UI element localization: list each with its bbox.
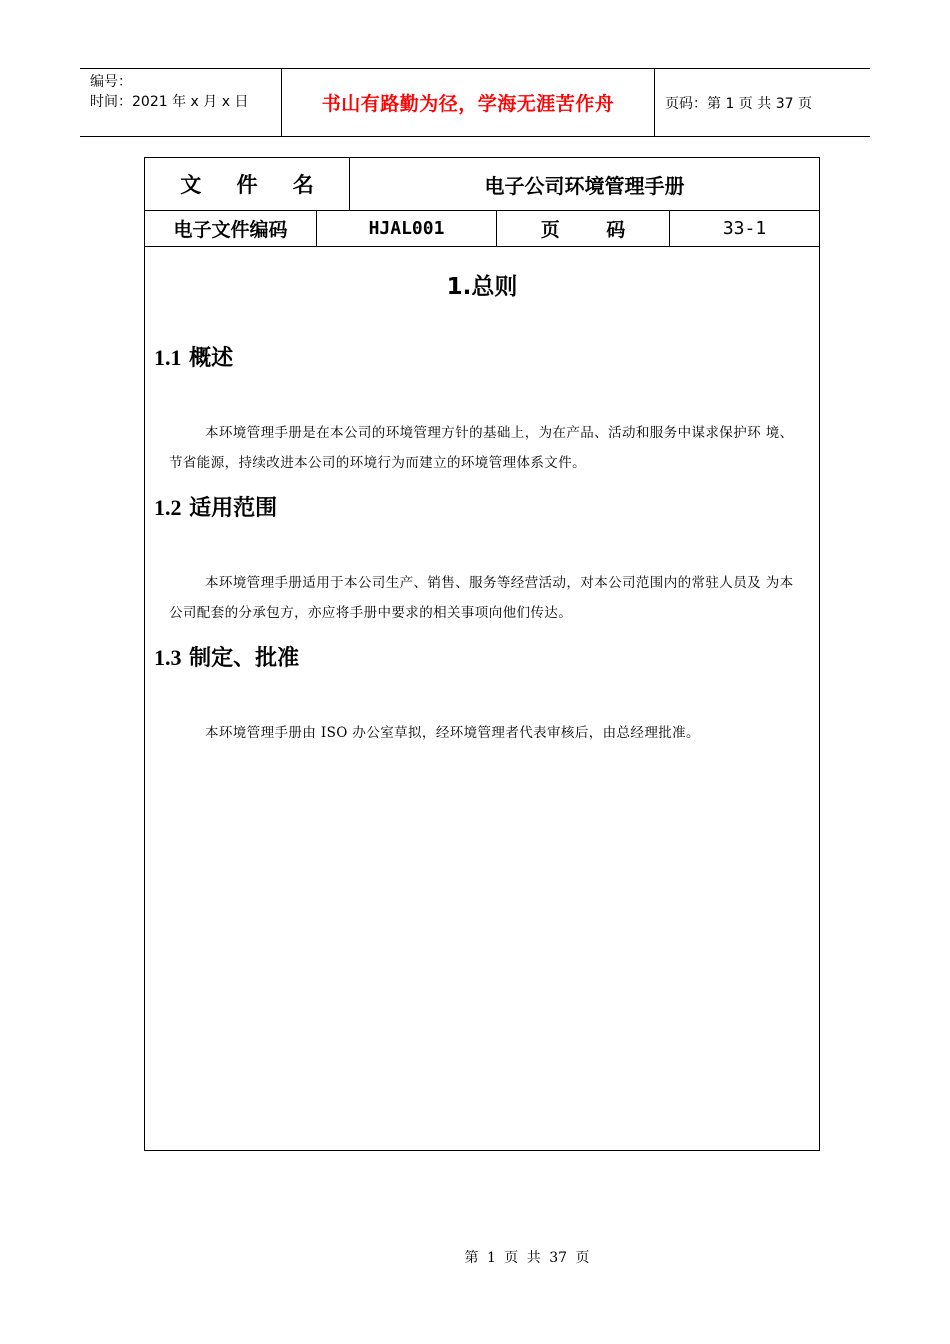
section-number: 1.3 — [154, 645, 182, 670]
chapter-title: 1.总则 — [446, 274, 518, 300]
section-number: 1.2 — [154, 495, 182, 520]
page-header — [80, 68, 870, 137]
section-heading-1-1 — [154, 341, 233, 372]
section-paragraph-1-3: 本环境管理手册由 ISO 办公室草拟，经环境管理者代表审核后，由总经理批准。 — [205, 725, 700, 741]
section-number: 1.1 — [154, 345, 182, 370]
section-heading-1-2 — [154, 491, 277, 522]
header-meta — [80, 69, 281, 136]
file-name-label: 文 件 名 — [145, 158, 350, 210]
code-label: 电子文件编码 — [145, 210, 317, 246]
document-frame — [144, 157, 820, 1151]
code-row — [145, 210, 819, 247]
file-name-row — [145, 158, 819, 211]
section-title: 概述 — [189, 346, 234, 371]
time-label: 时间：2021 年 x 月 x 日 — [90, 94, 249, 110]
page-footer: 第 1 页 共 37 页 — [464, 1250, 590, 1266]
code-value: HJAL001 — [317, 210, 497, 246]
section-paragraph-1-1: 本环境管理手册是在本公司的环境管理方针的基础上，为在产品、活动和服务中谋求保护环 境、节省能源，持续改进本公司的环境行为而建立的环境管理体系文件。 — [169, 425, 794, 471]
header-page-info: 页码：第 1 页 共 37 页 — [665, 95, 812, 112]
section-heading-1-3 — [154, 641, 299, 672]
page-value: 33-1 — [722, 217, 767, 239]
header-motto: 书山有路勤为径，学海无涯苦作舟 — [281, 69, 655, 136]
page-label: 页 码 — [497, 210, 670, 246]
number-label: 编号： — [90, 74, 132, 90]
section-title: 制定、批准 — [189, 646, 300, 671]
file-name-value: 电子公司环境管理手册 — [484, 173, 685, 198]
section-title: 适用范围 — [189, 496, 278, 521]
section-paragraph-1-2: 本环境管理手册适用于本公司生产、销售、服务等经营活动，对本公司范围内的常驻人员及 为本公司配套的分承包方，亦应将手册中要求的相关事项向他们传达。 — [169, 575, 794, 621]
